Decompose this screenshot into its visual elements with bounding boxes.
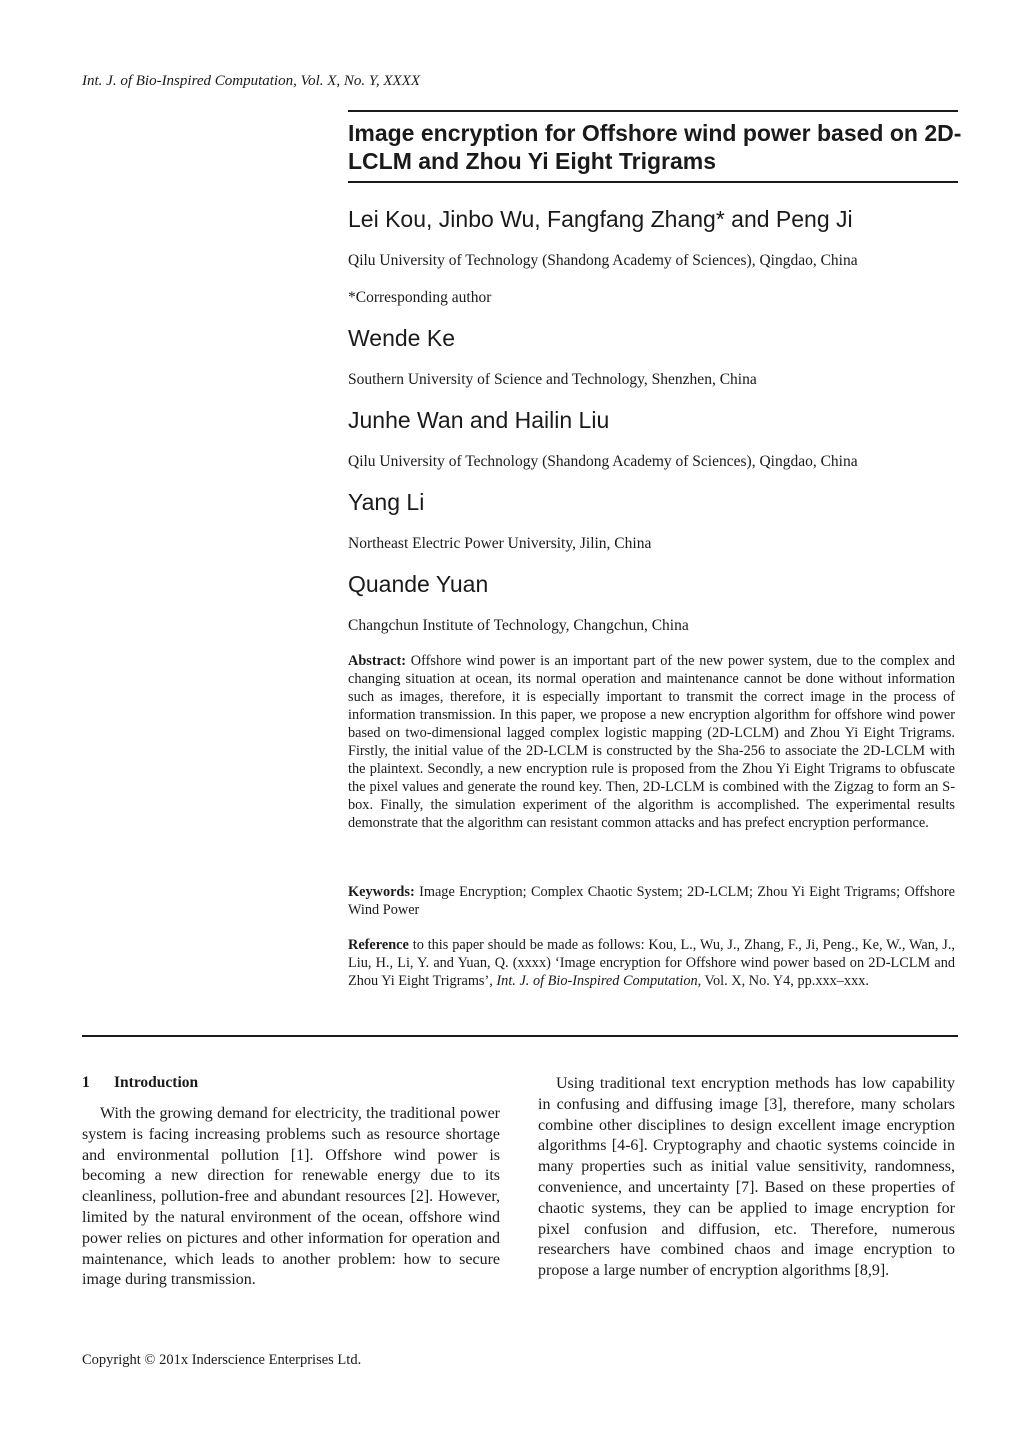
section-heading: [82, 1074, 198, 1092]
reference-journal: Int. J. of Bio-Inspired Computation: [496, 973, 698, 989]
abstract-text: Offshore wind power is an important part of the new power system, due to the complex and changing situation at ocean, its normal operation and maintenance cannot be done without information such as images, therefore, it is especially important to transmit the correct image in the process of information transmission. In this paper, we propose a new encryption algorithm for offshore wind power based on two-dimensional lagged complex logistic mapping (2D-LCLM) and Zhou Yi Eight Trigrams. Firstly, the initial value of the 2D-LCLM is constructed by the Sha-256 to associate the 2D-LCLM with the plaintext. Secondly, a new encryption rule is proposed from the Zhou Yi Eight Trigrams to obfuscate the pixel values and generate the round key. Then, 2D-LCLM is combined with the Zigzag to form an S-box. Finally, the simulation experiment of the algorithm is accomplished. The experimental results demonstrate that the algorithm can resistant common attacks and has prefect encryption performance.: [348, 653, 955, 831]
affiliation-4: Northeast Electric Power University, Jilin, China: [348, 535, 652, 552]
author-group-5: Quande Yuan: [348, 571, 489, 597]
abstract-label: Abstract:: [348, 653, 406, 669]
author-group-3: Junhe Wan and Hailin Liu: [348, 407, 610, 433]
keywords-text: Image Encryption; Complex Chaotic System; 2D-LCLM; Zhou Yi Eight Trigrams; Offshore Wind Power: [348, 884, 955, 918]
affiliation-5: Changchun Institute of Technology, Changchun, China: [348, 617, 689, 634]
affiliation-3: Qilu University of Technology (Shandong Academy of Sciences), Qingdao, China: [348, 453, 858, 470]
title-top-rule: [348, 110, 958, 112]
journal-header: Int. J. of Bio-Inspired Computation, Vol. X, No. Y, XXXX: [82, 73, 421, 89]
reference-text: to this paper should be made as follows: Kou, L., Wu, J., Zhang, F., Ji, Peng., Ke, W., Wan, J., Liu, H., Li, Y. and Yuan, Q. (xxxx) ‘Image encryption for Offshore wind power based on 2D-LCLM and Zhou Yi Eight Trigrams’,: [348, 937, 956, 989]
author-group-4: Yang Li: [348, 489, 425, 515]
affiliation-2: Southern University of Science and Technology, Shenzhen, China: [348, 371, 757, 388]
copyright-footer: Copyright © 201x Inderscience Enterprises Ltd.: [82, 1352, 362, 1368]
abstract: [348, 652, 955, 832]
intro-paragraph-1: With the growing demand for electricity, the traditional power system is facing increasing problems such as resource shortage and environmental pollution [1]. Offshore wind power is becoming a new direction for renewable energy due to its cleanliness, pollution-free and abundant resources [2]. However, limited by the natural environment of the ocean, offshore wind power relies on pictures and other information for operation and maintenance, which leads to another problem: how to secure image during transmission.: [82, 1105, 500, 1289]
section-title: Introduction: [114, 1074, 199, 1091]
title-bottom-rule: [348, 181, 958, 183]
keywords: [348, 883, 955, 919]
author-group-2: Wende Ke: [348, 325, 455, 351]
section-number: 1: [82, 1074, 90, 1091]
paper-title: Image encryption for Offshore wind power based on 2D-LCLM and Zhou Yi Eight Trigrams: [348, 120, 962, 174]
intro-paragraph-2: Using traditional text encryption methods has low capability in confusing and diffusing image [3], therefore, many scholars combine other disciplines to design excellent image encryption algorithms [4-6]. Cryptography and chaotic systems coincide in many properties such as initial value sensitivity, randomness, convenience, and uncertainty [7]. Based on these properties of chaotic systems, they can be applied to image encryption for pixel confusion and diffusion, etc. Therefore, numerous researchers have combined chaos and image encryption to propose a large number of encryption algorithms [8,9].: [538, 1075, 955, 1280]
corresponding-author-note: *Corresponding author: [348, 289, 492, 306]
reference-text-end: , Vol. X, No. Y4, pp.xxx–xxx.: [697, 973, 869, 989]
keywords-label: Keywords:: [348, 884, 415, 900]
reference-label: Reference: [348, 937, 409, 953]
affiliation-1: Qilu University of Technology (Shandong Academy of Sciences), Qingdao, China: [348, 252, 858, 269]
section-divider-rule: [82, 1035, 958, 1037]
reference-citation: [348, 936, 955, 990]
author-group-1: Lei Kou, Jinbo Wu, Fangfang Zhang* and Peng Ji: [348, 206, 853, 232]
